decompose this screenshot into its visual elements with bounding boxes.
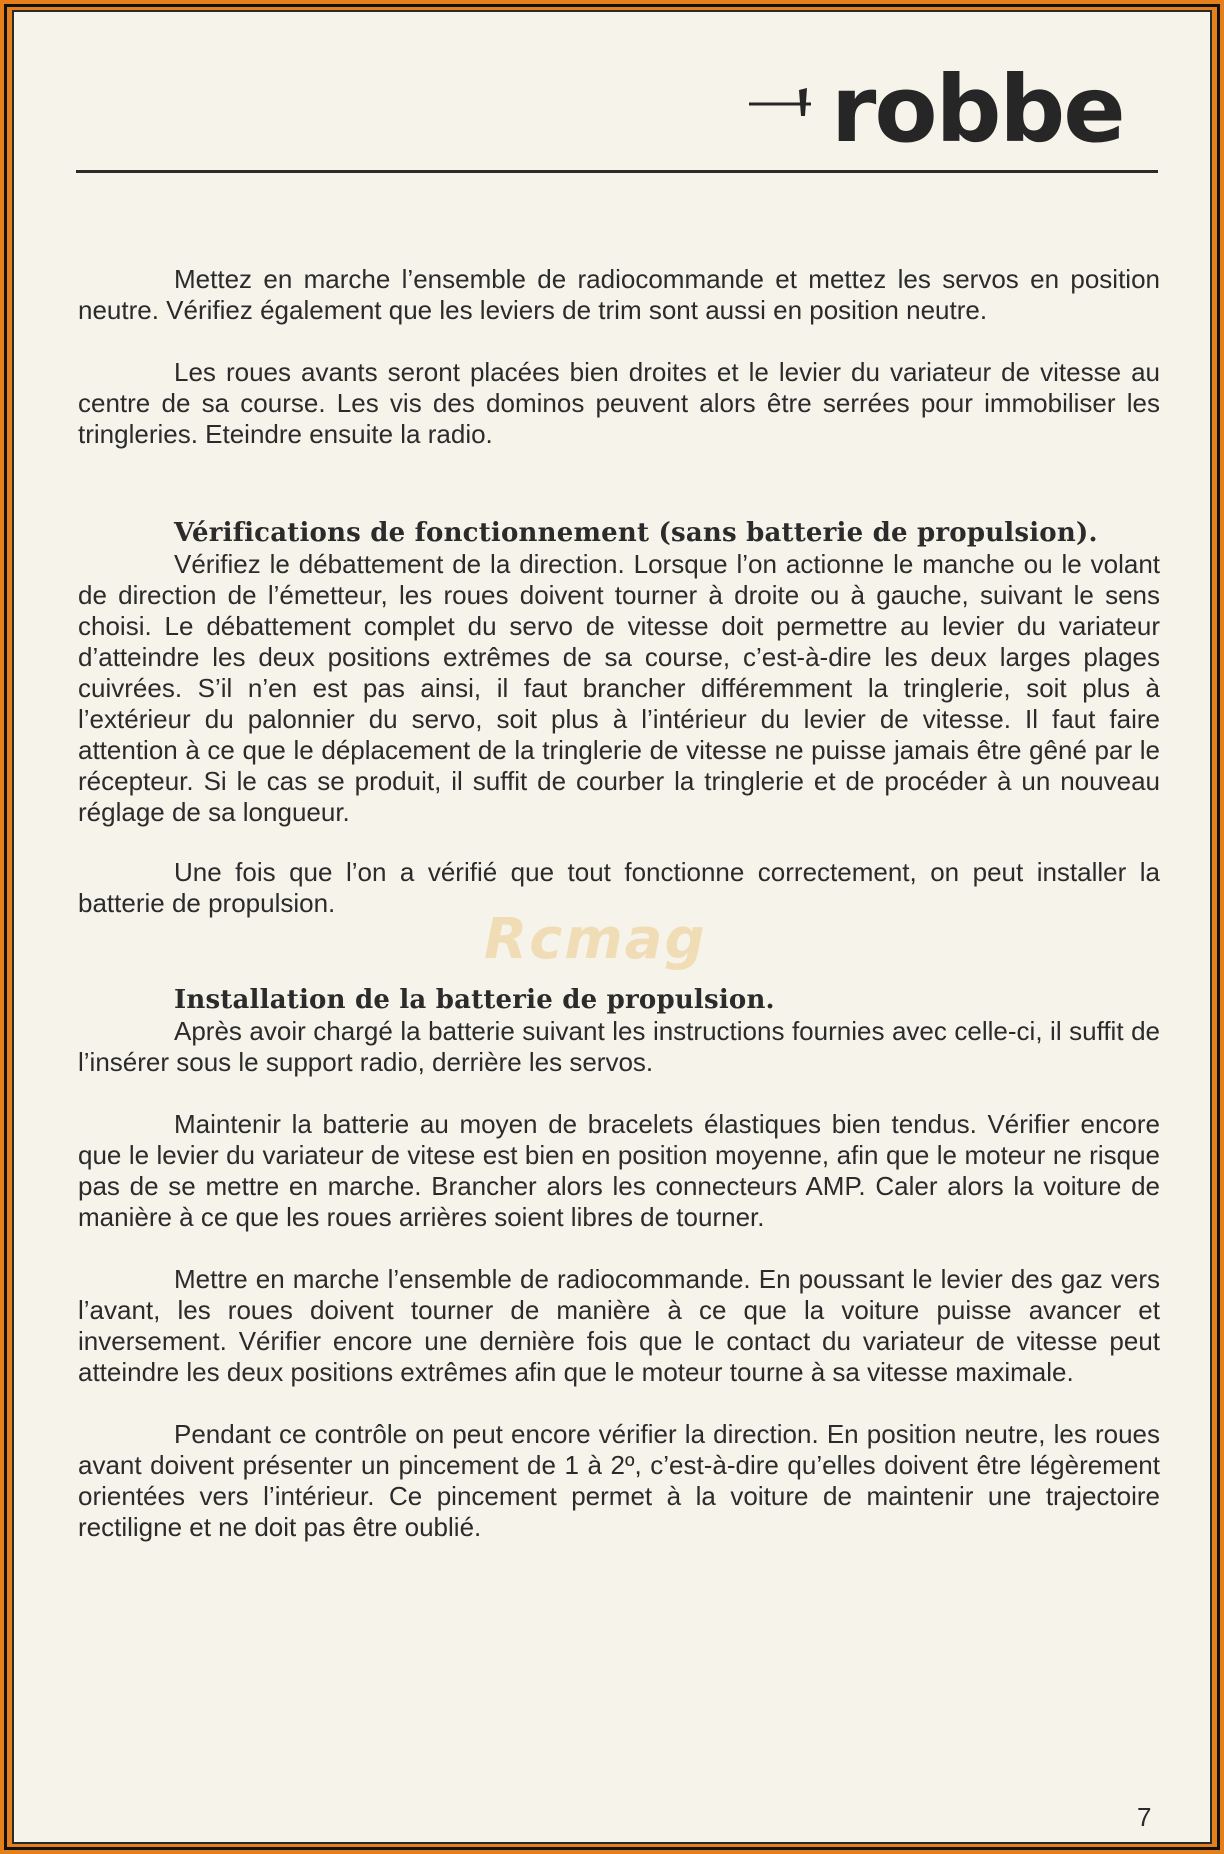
- paragraph: Mettez en marche l’ensemble de radiocommande et mettez les servos en position neutre. Vérifiez également que les leviers de trim sont aussi en position neutre.: [78, 264, 1160, 325]
- section-heading: Installation de la batterie de propulsion.: [174, 985, 775, 1015]
- paragraph: Maintenir la batterie au moyen de bracelets élastiques bien tendus. Vérifier encore que le levier du variateur de vitese est bien en position moyenne, afin que le moteur ne risque pas de se mettre en marche. Brancher alors les connecteurs AMP. Caler alors la voiture de manière à ce que les roues arrières soient libres de tourner.: [78, 1109, 1160, 1232]
- paragraph: Les roues avants seront placées bien droites et le levier du variateur de vitesse au centre de sa course. Les vis des dominos peuvent alors être serrées pour immobiliser les tringleries. Eteindre ensuite la radio.: [78, 357, 1160, 449]
- paragraph: Mettre en marche l’ensemble de radiocommande. En poussant le levier des gaz vers l’avant, les roues doivent tourner de manière à ce que la voiture puisse avancer et inversement. Vérifier encore une dernière fois que le contact du variateur de vitesse peut atteindre les deux positions extrêmes afin que le moteur tourne à sa vitesse maximale.: [78, 1264, 1160, 1387]
- watermark: Rcmag: [484, 907, 707, 972]
- document-body: [78, 264, 1160, 1543]
- header-rule: [76, 170, 1158, 173]
- brand-logo: [749, 56, 1169, 163]
- paragraph: Après avoir chargé la batterie suivant les instructions fournies avec celle-ci, il suffit de l’insérer sous le support radio, derrière les servos.: [78, 1016, 1160, 1077]
- paragraph: Une fois que l’on a vérifié que tout fonctionne correctement, on peut installer la batterie de propulsion.: [78, 857, 1160, 918]
- paragraph: Vérifiez le débattement de la direction. Lorsque l’on actionne le manche ou le volant de direction de l’émetteur, les roues doivent tourner à droite ou à gauche, suivant le sens choisi. Le débattement complet du servo de vitesse doit permettre au levier du variateur d’atteindre les deux positions extrêmes de sa course, c’est-à-dire les deux larges plages cuivrées. S’il n’en est pas ainsi, il faut brancher différemment la tringlerie, soit plus à l’extérieur du palonnier du servo, soit plus à l’intérieur du levier de vitesse. Il faut faire attention à ce que le déplacement de la tringlerie de vitesse ne puisse jamais être gêné par le récepteur. Si le cas se produit, il suffit de courber la tringlerie et de procéder à un nouveau réglage de sa longueur.: [78, 549, 1160, 827]
- airplane-mark-icon: [749, 82, 819, 122]
- brand-name: robbe: [831, 56, 1124, 163]
- section-heading: Vérifications de fonctionnement (sans batterie de propulsion).: [174, 518, 1098, 548]
- page-number: 7: [1137, 1802, 1152, 1832]
- document-page: [12, 10, 1212, 1844]
- paragraph: Pendant ce contrôle on peut encore vérifier la direction. En position neutre, les roues avant doivent présenter un pincement de 1 à 2º, c’est-à-dire qu’elles doivent être légèrement orientées vers l’intérieur. Ce pincement permet à la voiture de maintenir une trajectoire rectiligne et ne doit pas être oublié.: [78, 1419, 1160, 1542]
